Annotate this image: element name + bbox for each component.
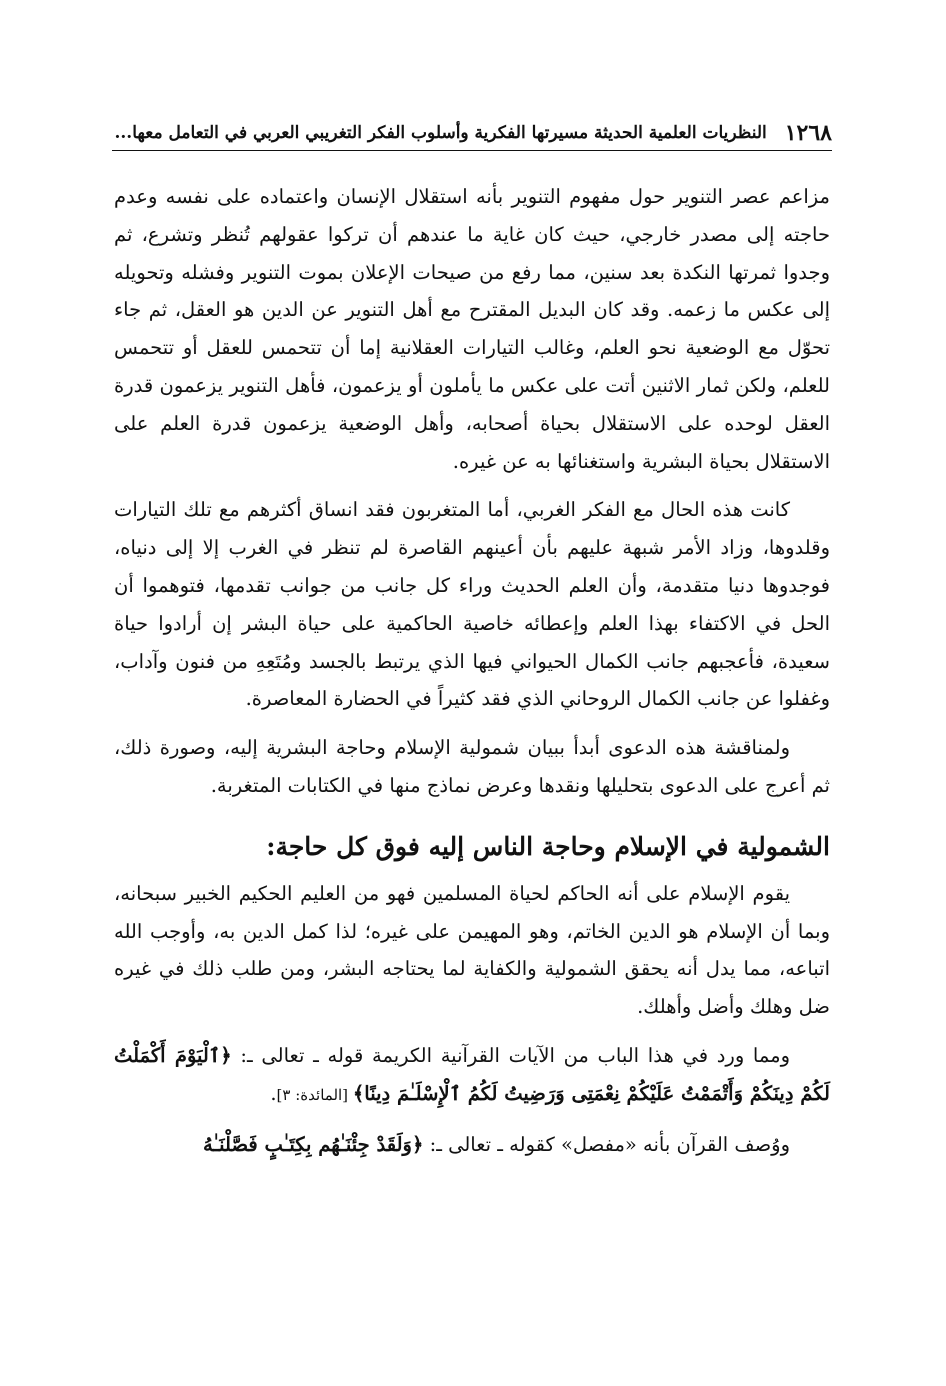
paragraph-1: مزاعم عصر التنوير حول مفهوم التنوير بأنه استقلال الإنسان واعتماده على نفسه وعدم حاجته إلى مصدر خارجي، حيث كان غاية ما عندهم أن تركوا عقولهم تُنظر وتشرع، ثم وجدوا ثمرتها النكدة بعد سنين، مما رفع من صيحات الإعلان بموت التنوير وفشله وتحويله إلى عكس ما زعمه. وقد كان البديل المقترح مع أهل التنوير عن الدين هو العقل، ثم جاء تحوّل مع الوضعية نحو العلم، وغالب التيارات العقلانية إما أن تتحمس للعقل أو تتحمس للعلم، ولكن ثمار الاثنين أتت على عكس ما يأملون أو يزعمون، فأهل التنوير يزعمون قدرة العقل لوحده على الاستقلال بحياة أصحابه، وأهل الوضعية يزعمون قدرة العلم على الاستقلال بحياة البشرية واستغنائها به عن غيره. bbox=[114, 185, 830, 473]
last-intro: ووُصف القرآن بأنه «مفصل» كقوله ـ تعالى ـ: bbox=[423, 1132, 790, 1156]
paragraph-2: كانت هذه الحال مع الفكر الغربي، أما المتغربون فقد انساق أكثرهم مع تلك التيارات وقلدوها، وزاد الأمر شبهة عليهم بأن أعينهم القاصرة لم تنظر في الغرب إلا إلى دنياه، فوجدوها دنيا متقدمة، وأن العلم الحديث وراء كل جانب من جوانب تقدمها، فتوهموا أن الحل في الاكتفاء بهذا العلم وإعطائه خاصية الحاكمية على حياة البشر إن أرادوا حياة سعيدة، فأعجبهم جانب الكمال الحيواني فيها الذي يرتبط بالجسد ومُتَعِهِ من فنون وآداب، وغفلوا عن جانب الكمال الروحاني الذي فقد كثيراً في الحضارة المعاصرة. bbox=[114, 498, 830, 711]
section-heading: الشمولية في الإسلام وحاجة الناس إليه فوق كل حاجة: bbox=[266, 831, 830, 861]
running-title: النظريات العلمية الحديثة مسيرتها الفكرية وأسلوب الفكر التغريبي العربي في التعامل معها... bbox=[114, 123, 767, 143]
header-divider bbox=[112, 150, 832, 151]
verse-intro: ومما ورد في هذا الباب من الآيات القرآنية الكريمة قوله ـ تعالى ـ: bbox=[231, 1043, 791, 1067]
main-text bbox=[114, 178, 830, 1174]
quran-verse-2: وَلَقَدْ جِئْنَـٰهُم بِكِتَـٰبٍ فَصَّلْنَـٰهُ bbox=[202, 1132, 412, 1156]
verse-open-bracket: ﴿ bbox=[220, 1043, 232, 1067]
verse-paragraph bbox=[114, 1037, 830, 1115]
quran-verse: ٱلْيَوْمَ أَكْمَلْتُ لَكُمْ دِينَكُمْ وَأَتْمَمْتُ عَلَيْكُمْ نِعْمَتِى وَرَضِيتُ لَكُمُ ٱلْإِسْلَـٰمَ دِينًا bbox=[114, 1043, 830, 1105]
section-paragraph-1: يقوم الإسلام على أنه الحاكم لحياة المسلمين فهو من العليم الحكيم الخبير سبحانه، وبما أن الإسلام هو الدين الخاتم، وهو المهيمن على غيره؛ لذا كمل الدين به، وأوجب الله اتباعه، مما يدل أنه يحقق الشمولية والكفاية لما يحتاجه البشر، ومن طلب ذلك في غيره ضل وهلك وأضل وأهلك. bbox=[114, 881, 830, 1019]
last-paragraph bbox=[114, 1126, 830, 1164]
verse-citation: [المائدة: ٣] bbox=[276, 1085, 353, 1104]
verse-close-bracket: ﴾ bbox=[352, 1081, 365, 1105]
paragraph-3: ولمناقشة هذه الدعوى أبدأ ببيان شمولية الإسلام وحاجة البشرية إليه، وصورة ذلك، ثم أعرج على الدعوى بتحليلها ونقدها وعرض نماذج منها في الكتابات المتغربة. bbox=[114, 736, 830, 797]
verse-end: . bbox=[270, 1081, 277, 1105]
page-header bbox=[112, 112, 832, 146]
page-number: ١٢٦٨ bbox=[784, 120, 832, 146]
last-open-bracket: ﴿ bbox=[411, 1132, 424, 1156]
